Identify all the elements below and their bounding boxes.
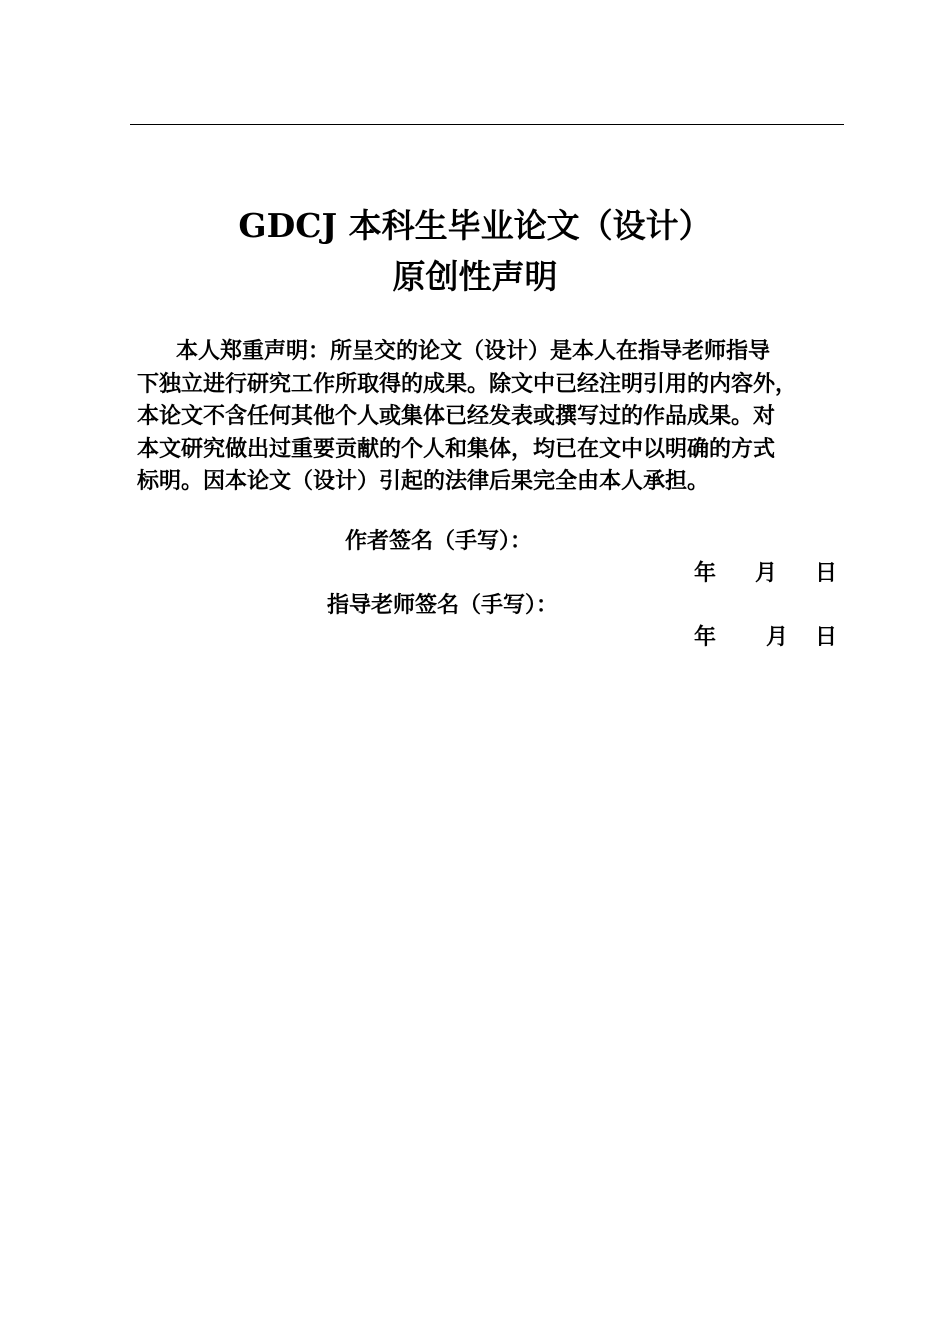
author-date-year: 年 <box>694 560 717 586</box>
document-title: GDCJ 本科生毕业论文（设计） <box>238 206 712 245</box>
header-rule <box>130 124 844 125</box>
declaration-line: 本文研究做出过重要贡献的个人和集体，均已在文中以明确的方式 <box>137 435 776 462</box>
advisor-date-month: 月 <box>766 624 789 650</box>
advisor-date-year: 年 <box>694 624 717 650</box>
declaration-paragraph <box>137 335 842 498</box>
author-date-day: 日 <box>815 560 838 586</box>
declaration-line: 下独立进行研究工作所取得的成果。除文中已经注明引用的内容外， <box>137 370 798 397</box>
declaration-line: 标明。因本论文（设计）引起的法律后果完全由本人承担。 <box>137 468 710 494</box>
author-date-month: 月 <box>755 560 778 586</box>
document-subtitle: 原创性声明 <box>392 257 558 296</box>
author-signature-label: 作者签名（手写）： <box>345 528 533 554</box>
declaration-line: 本论文不含任何其他个人或集体已经发表或撰写过的作品成果。对 <box>137 403 776 429</box>
advisor-date-day: 日 <box>815 624 838 650</box>
declaration-line: 本人郑重声明：所呈交的论文（设计）是本人在指导老师指导 <box>176 338 771 364</box>
advisor-signature-label: 指导老师签名（手写）： <box>327 592 559 618</box>
